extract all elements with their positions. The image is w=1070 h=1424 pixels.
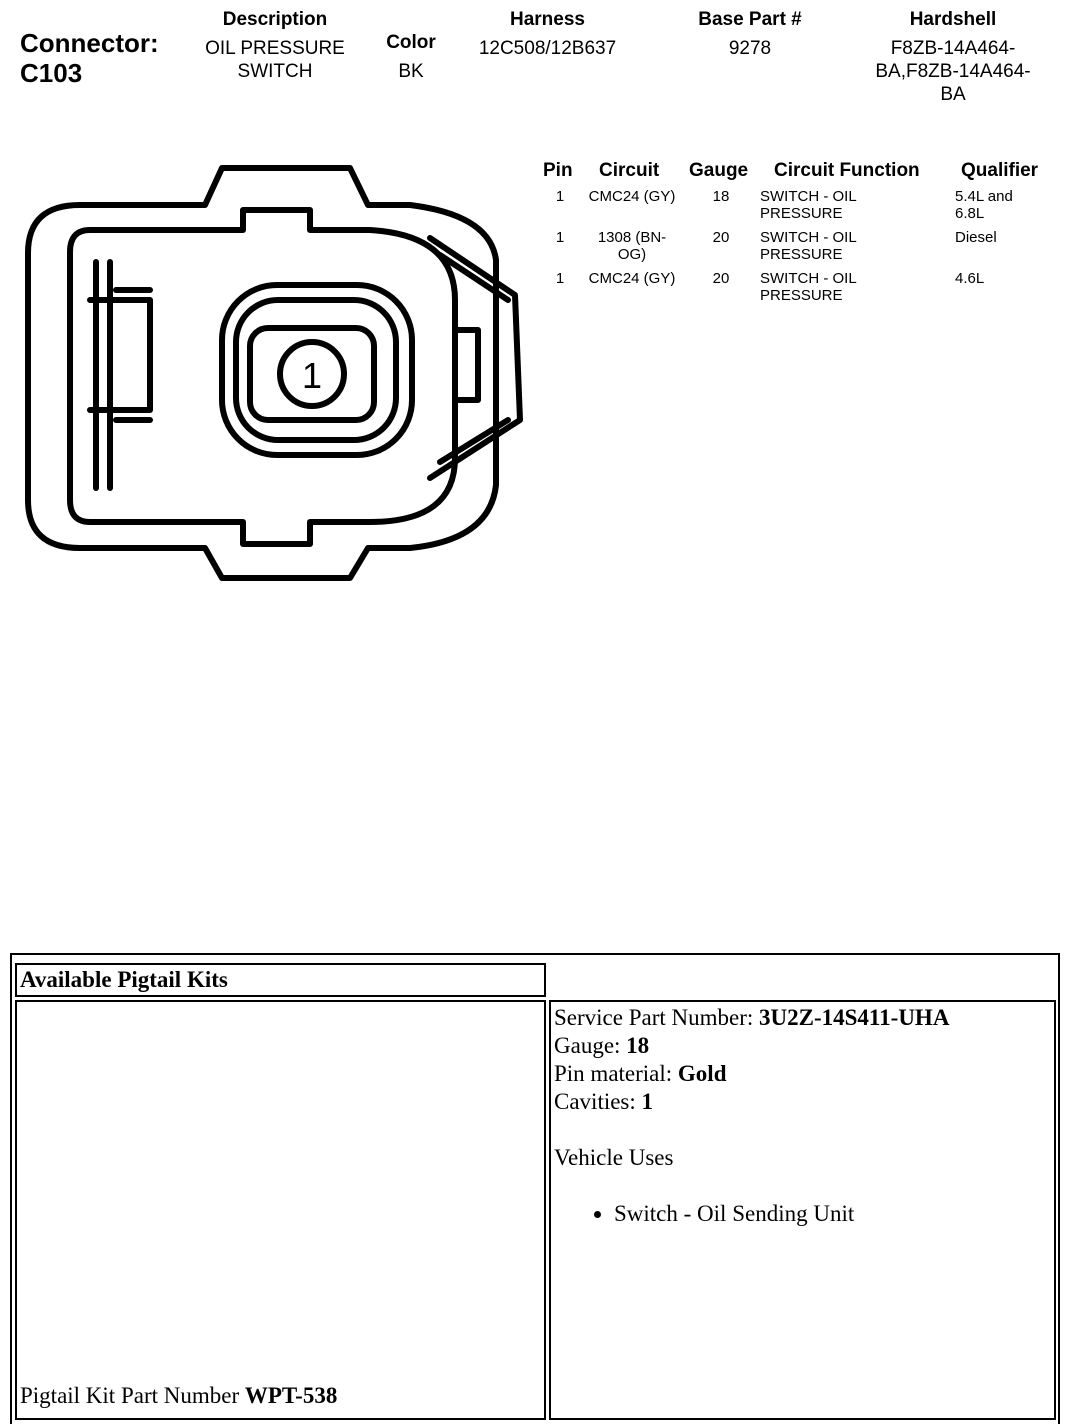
pin-table-row-3-function: SWITCH - OIL PRESSURE xyxy=(760,270,857,304)
hardshell-column xyxy=(860,9,1046,106)
pin-table-row-3-pin: 1 xyxy=(555,270,565,287)
description-column xyxy=(185,9,365,83)
pin-table-row-1-qualifier: 5.4L and 6.8L xyxy=(955,188,1013,222)
harness-label: Harness xyxy=(510,9,585,30)
pin-table-header-circuit: Circuit xyxy=(599,160,660,181)
color-column xyxy=(370,32,452,83)
pin-table-row-2-gauge: 20 xyxy=(712,229,730,246)
pigtail-details xyxy=(551,1002,1054,1230)
cavities-detail: Cavities: 1 xyxy=(554,1089,654,1114)
harness-column xyxy=(460,9,635,60)
pin-table-row-1-pin: 1 xyxy=(555,188,565,205)
pin-table-row-3-circuit: CMC24 (GY) xyxy=(588,270,676,287)
pigtail-details-cell xyxy=(549,1000,1056,1420)
connector-id: C103 xyxy=(20,58,83,88)
vehicle-use-item: • Switch - Oil Sending Unit xyxy=(614,1200,1051,1228)
hardshell-value-line-1: F8ZB-14A464- xyxy=(890,38,1016,59)
pin-table-header-qualifier: Qualifier xyxy=(961,160,1039,181)
pin-table-header-pin: Pin xyxy=(543,160,573,181)
hardshell-value-line-3: BA xyxy=(940,84,966,105)
gauge-detail: Gauge: 18 xyxy=(554,1033,650,1058)
pin-table-row-3-qualifier: 4.6L xyxy=(955,270,985,287)
pigtail-kit-cell xyxy=(15,1000,546,1420)
pigtail-title: Available Pigtail Kits xyxy=(20,967,228,992)
pin-table-row-1-gauge: 18 xyxy=(712,188,730,205)
description-value-line-2: SWITCH xyxy=(237,61,313,82)
pin-table-header-gauge: Gauge xyxy=(689,160,749,181)
pin-table-row-2-circuit: 1308 (BN- OG) xyxy=(597,229,667,263)
connector-heading xyxy=(20,28,159,88)
pin-number-label: 1 xyxy=(301,355,323,396)
description-value-line-1: OIL PRESSURE xyxy=(205,38,345,59)
pin-table-row-1-function: SWITCH - OIL PRESSURE xyxy=(760,188,857,222)
pigtail-title-cell xyxy=(15,963,546,997)
base-part-value: 9278 xyxy=(728,38,772,59)
color-label: Color xyxy=(386,32,436,53)
hardshell-value-line-2: BA,F8ZB-14A464- xyxy=(875,61,1031,82)
connector-face-diagram xyxy=(0,150,535,590)
hardshell-label: Hardshell xyxy=(909,9,997,30)
pin-table-row-1-circuit: CMC24 (GY) xyxy=(588,188,676,205)
base-part-column xyxy=(680,9,820,60)
pin-table-row-2-pin: 1 xyxy=(555,229,565,246)
connector-label: Connector: xyxy=(20,28,159,58)
vehicle-uses-label: Vehicle Uses xyxy=(554,1145,674,1170)
pin-table-header-function: Circuit Function xyxy=(774,160,920,181)
harness-value: 12C508/12B637 xyxy=(478,38,617,59)
description-label: Description xyxy=(222,9,328,30)
pin-material-detail: Pin material: Gold xyxy=(554,1061,727,1086)
pin-table-row-3-gauge: 20 xyxy=(712,270,730,287)
service-part-number: Service Part Number: 3U2Z-14S411-UHA xyxy=(554,1005,950,1030)
pin-table-row-2-qualifier: Diesel xyxy=(955,229,997,246)
color-value: BK xyxy=(398,61,424,82)
pin-table-row-2-function: SWITCH - OIL PRESSURE xyxy=(760,229,857,263)
pigtail-kit-part-number: Pigtail Kit Part Number WPT-538 xyxy=(20,1383,338,1408)
vehicle-uses-list xyxy=(554,1200,1051,1228)
base-part-label: Base Part # xyxy=(698,9,802,30)
